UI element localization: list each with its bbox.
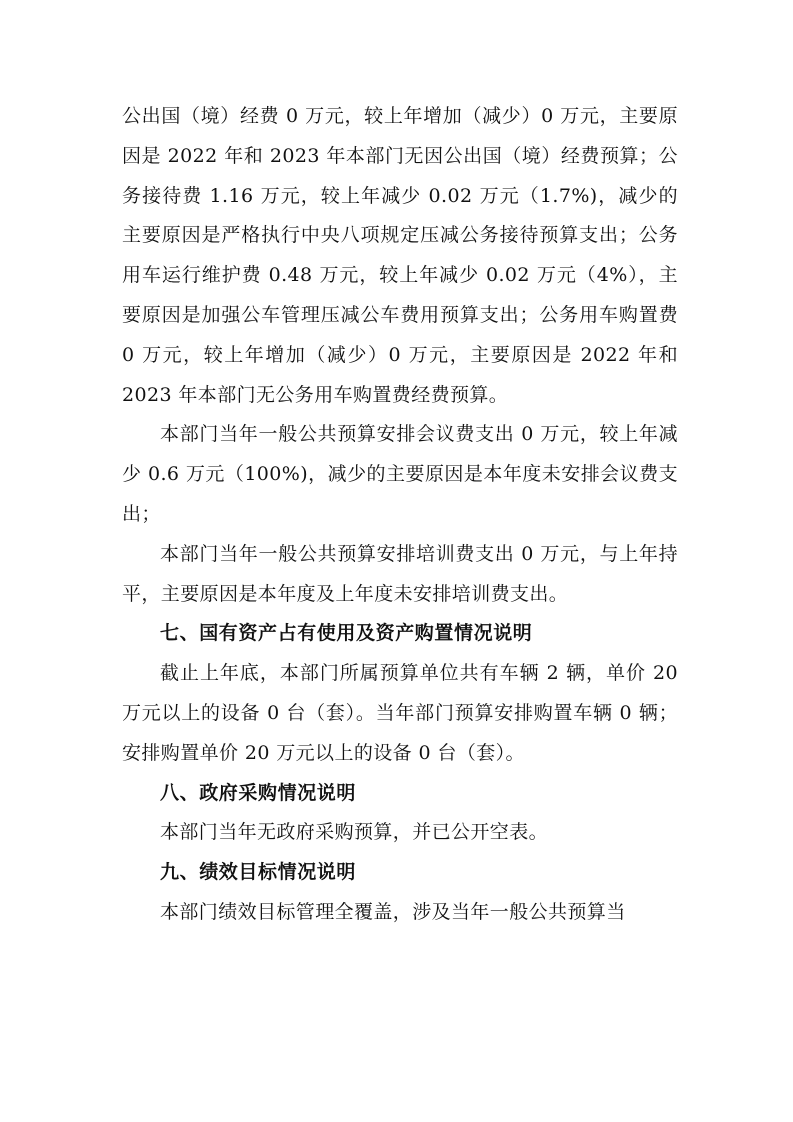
document-body: [122, 97, 678, 933]
paragraph-government-procurement: 本部门当年无政府采购预算，并已公开空表。: [160, 821, 549, 844]
section-heading-state-assets: 七、国有资产占有使用及资产购置情况说明: [160, 622, 533, 645]
section-heading-government-procurement: 八、政府采购情况说明: [160, 781, 357, 804]
section-heading-performance-goals: 九、绩效目标情况说明: [160, 861, 357, 884]
paragraph-state-assets: 截止上年底，本部门所属预算单位共有车辆 2 辆，单价 20 万元以上的设备 0 台（套）。当年部门预算安排购置车辆 0 辆；安排购置单价 20 万元以上的设备 0 台（套）。: [122, 662, 678, 764]
paragraph-meeting-fees: 本部门当年一般公共预算安排会议费支出 0 万元，较上年减少 0.6 万元（100%)，减少的主要原因是本年度未安排会议费支出；: [122, 423, 678, 525]
paragraph-training-fees: 本部门当年一般公共预算安排培训费支出 0 万元，与上年持平，主要原因是本年度及上年度未安排培训费支出。: [122, 542, 678, 605]
paragraph-performance-goals: 本部门绩效目标管理全覆盖，涉及当年一般公共预算当: [160, 900, 626, 923]
paragraph-public-funds-continued: 公出国（境）经费 0 万元，较上年增加（减少）0 万元，主要原因是 2022 年和 2023 年本部门无因公出国（境）经费预算；公务接待费 1.16 万元，较上年减少 0.02 万元（1.7%)，减少的主要原因是严格执行中央八项规定压减公务接待预算支出；公务用车运行维护费 0.48 万元，较上年减少 0.02 万元（4%），主要原因是加强公车管理压减公车费用预算支出；公务用车购置费 0 万元，较上年增加（减少）0 万元，主要原因是 2022 年和 2023 年本部门无公务用车购置费经费预算。: [122, 105, 678, 406]
